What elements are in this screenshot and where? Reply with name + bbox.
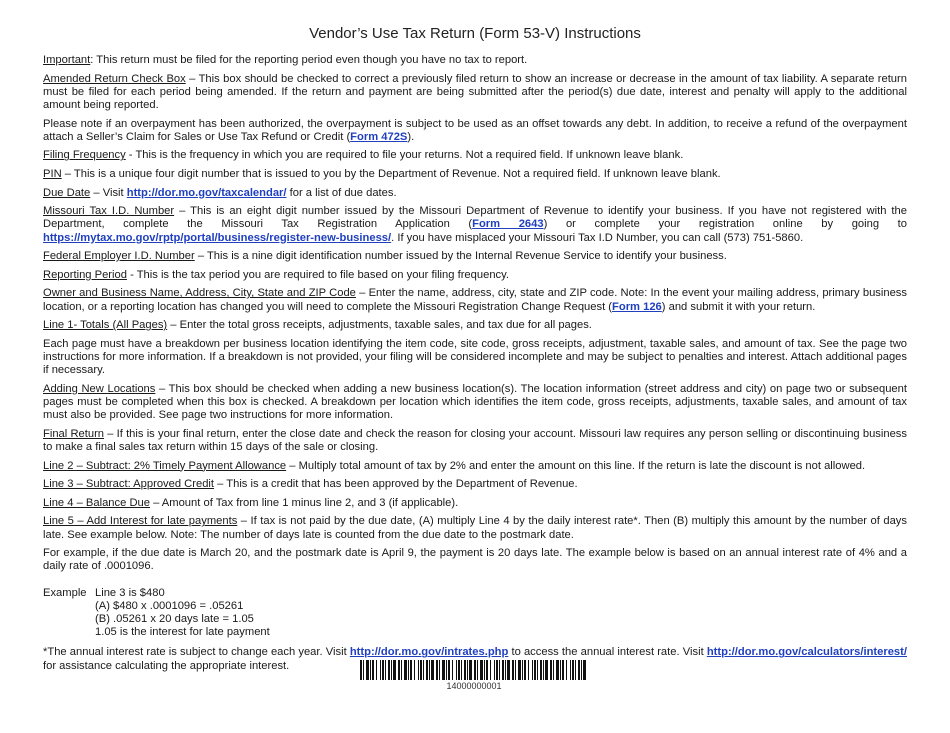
final-return-text: – If this is your final return, enter the close date and check the reason for closing your account. Missouri law requires any person selling or discontinuing business to make a final sales tax return within 15 days of the sale or closing. [43, 427, 907, 453]
mo-tax-id-paragraph [43, 205, 907, 245]
mo-tax-id-text1: – This is an eight digit number issued by the Missouri Department of Revenue to identify your business. If you have not registered with the Department, complete the Missouri Tax Registration Application ( [43, 205, 907, 231]
annual-rate-text3: for assistance calculating the appropriate interest. [43, 659, 290, 672]
overpayment-text: Please note if an overpayment has been authorized, the overpayment is subject to be used as an offset towards any debt. In addition, to receive a refund of the overpayment attach a Seller’s Claim for Sales or Use Tax Refund or Credit ( [43, 117, 907, 143]
mo-tax-id-text2: ) or complete your registration online by going to [543, 218, 908, 231]
example-line-text: 1.05 is the interest for late payment [95, 626, 270, 639]
mo-tax-id-label: Missouri Tax I.D. Number [43, 205, 175, 218]
amended-text: – This box should be checked to correct a previously filed return to show an increase or decrease in the amount of tax liability. A separate return must be filed for each period being amended. If the return and payment are being submitted after the period(s) due date, interest and penalty will apply to the additional amount being reported. [43, 72, 907, 111]
line1-text: – Enter the total gross receipts, adjustments, taxable sales, and tax due for all pages. [167, 319, 592, 332]
form-472s-link[interactable]: Form 472S [350, 130, 408, 143]
due-date-paragraph [43, 187, 907, 200]
adding-paragraph [43, 383, 907, 423]
due-date-before: – Visit [90, 186, 127, 199]
mo-tax-id-text3: . If you have misplaced your Missouri Tax I.D Number, you can call (573) 751-5860. [391, 231, 804, 244]
line3-paragraph [43, 478, 907, 491]
line4-label: Line 4 – Balance Due [43, 496, 150, 509]
tax-calendar-link[interactable]: http://dor.mo.gov/taxcalendar/ [126, 186, 287, 199]
line5-label: Line 5 – Add Interest for late payments [43, 515, 238, 528]
owner-label: Owner and Business Name, Address, City, State and ZIP Code [43, 287, 356, 300]
pin-label: PIN [43, 167, 62, 180]
adding-label: Adding New Locations [43, 382, 156, 395]
interest-calculator-link[interactable]: http://dor.mo.gov/calculators/interest/ [706, 646, 907, 659]
important-label: Important [43, 54, 91, 66]
example-block [43, 587, 907, 640]
due-date-label: Due Date [43, 186, 91, 199]
example-line [95, 613, 270, 626]
owner-text: – Enter the name, address, city, state and ZIP code. Note: In the event your mailing address, primary business location, or a reporting location has changed you will need to complete the Missouri Registration Change Request ( [43, 287, 907, 313]
reporting-period-label: Reporting Period [43, 268, 127, 281]
owner-paragraph [43, 287, 907, 313]
line4-text: – Amount of Tax from line 1 minus line 2, and 3 (if applicable). [149, 496, 459, 509]
overpayment-paragraph [43, 118, 907, 144]
amended-label: Amended Return Check Box [43, 72, 186, 85]
final-return-paragraph [43, 428, 907, 454]
example-label: Example [43, 586, 87, 599]
annual-rate-text2: to access the annual interest rate. Visit [508, 646, 707, 659]
line4-paragraph [43, 497, 907, 510]
register-business-link[interactable]: https://mytax.mo.gov/rptp/portal/business/register-new-business/ [43, 231, 392, 244]
form-2643-link[interactable]: Form 2643 [472, 218, 544, 231]
line3-text: – This is a credit that has been approved by the Department of Revenue. [214, 478, 578, 491]
overpayment-after: ). [407, 130, 415, 143]
fein-label: Federal Employer I.D. Number [43, 250, 195, 263]
reporting-period-text: - This is the tax period you are required to file based on your filing frequency. [126, 268, 510, 281]
line3-label: Line 3 – Subtract: Approved Credit [43, 478, 215, 491]
filing-frequency-paragraph [43, 149, 907, 162]
example-line-text: (A) $480 x .0001096 = .05261 [95, 599, 244, 612]
pin-text: – This is a unique four digit number that is issued to you by the Department of Revenue. Not a required field. If unknown leave blank. [61, 167, 721, 180]
line2-label: Line 2 – Subtract: 2% Timely Payment Allowance [43, 459, 287, 472]
barcode-number: 14000000001 [446, 681, 502, 691]
example-line [95, 626, 270, 639]
final-return-label: Final Return [43, 427, 105, 440]
intrates-link[interactable]: http://dor.mo.gov/intrates.php [349, 646, 509, 659]
fein-text: – This is a nine digit identification number issued by the Internal Revenue Service to identify your business. [194, 250, 727, 263]
breakdown-paragraph: Each page must have a breakdown per business location identifying the item code, site code, gross receipts, adjustment, taxable sales, and amount of tax. See the page two instructions for more information. If a breakdown is not provided, your filing will be considered incomplete and may be subject to penalties and interest. Attach additional pages if necessary. [43, 337, 907, 377]
filing-frequency-label: Filing Frequency [43, 149, 126, 162]
barcode [360, 660, 588, 691]
barcode-bars [360, 660, 588, 680]
reporting-period-paragraph [43, 269, 907, 282]
annual-rate-text1: *The annual interest rate is subject to change each year. Visit [43, 646, 350, 659]
amended-paragraph [43, 73, 907, 113]
for-example-paragraph: For example, if the due date is March 20, and the postmark date is April 9, the payment is 20 days late. The example below is based on an annual interest rate of 4% and a daily rate of .0001096. [43, 547, 907, 573]
owner-after: ) and submit it with your return. [661, 300, 816, 313]
pin-paragraph [43, 168, 907, 181]
adding-text: – This box should be checked when adding a new business location(s). The location information (street address and city) on page two or subsequent pages must be completed when this box is checked. A breakdown per location which identifies the item code, gross receipts, adjustments, taxable sales, and amount of tax must also be provided. See page two instructions for more information. [43, 382, 907, 422]
example-line: Line 3 is $480 [95, 586, 165, 599]
important-text: : This return must be filed for the reporting period even though you have no tax to report. [90, 54, 528, 66]
example-lines [95, 587, 270, 640]
line2-text: – Multiply total amount of tax by 2% and enter the amount on this line. If the return is late the discount is not allowed. [286, 459, 866, 472]
line5-paragraph [43, 515, 907, 541]
line2-paragraph [43, 460, 907, 473]
due-date-after: for a list of due dates. [286, 186, 397, 199]
example-line-text: (B) .05261 x 20 days late = 1.05 [95, 612, 254, 625]
instructions-body [43, 54, 907, 678]
example-line [95, 600, 270, 613]
page-title: Vendor’s Use Tax Return (Form 53-V) Instructions [309, 25, 641, 42]
important-paragraph [43, 54, 907, 67]
filing-frequency-text: - This is the frequency in which you are required to file your returns. Not a required field. If unknown leave blank. [125, 149, 684, 162]
line1-label: Line 1- Totals (All Pages) [43, 319, 168, 332]
form-126-link[interactable]: Form 126 [612, 300, 662, 313]
fein-paragraph [43, 250, 907, 263]
line1-paragraph [43, 319, 907, 332]
line5-text: – If tax is not paid by the due date, (A) multiply Line 4 by the daily interest rate*. Then (B) multiply this amount by the number of days late. See example below. Note: The number of days late is counted from the due date to the postmark date. [43, 515, 907, 541]
